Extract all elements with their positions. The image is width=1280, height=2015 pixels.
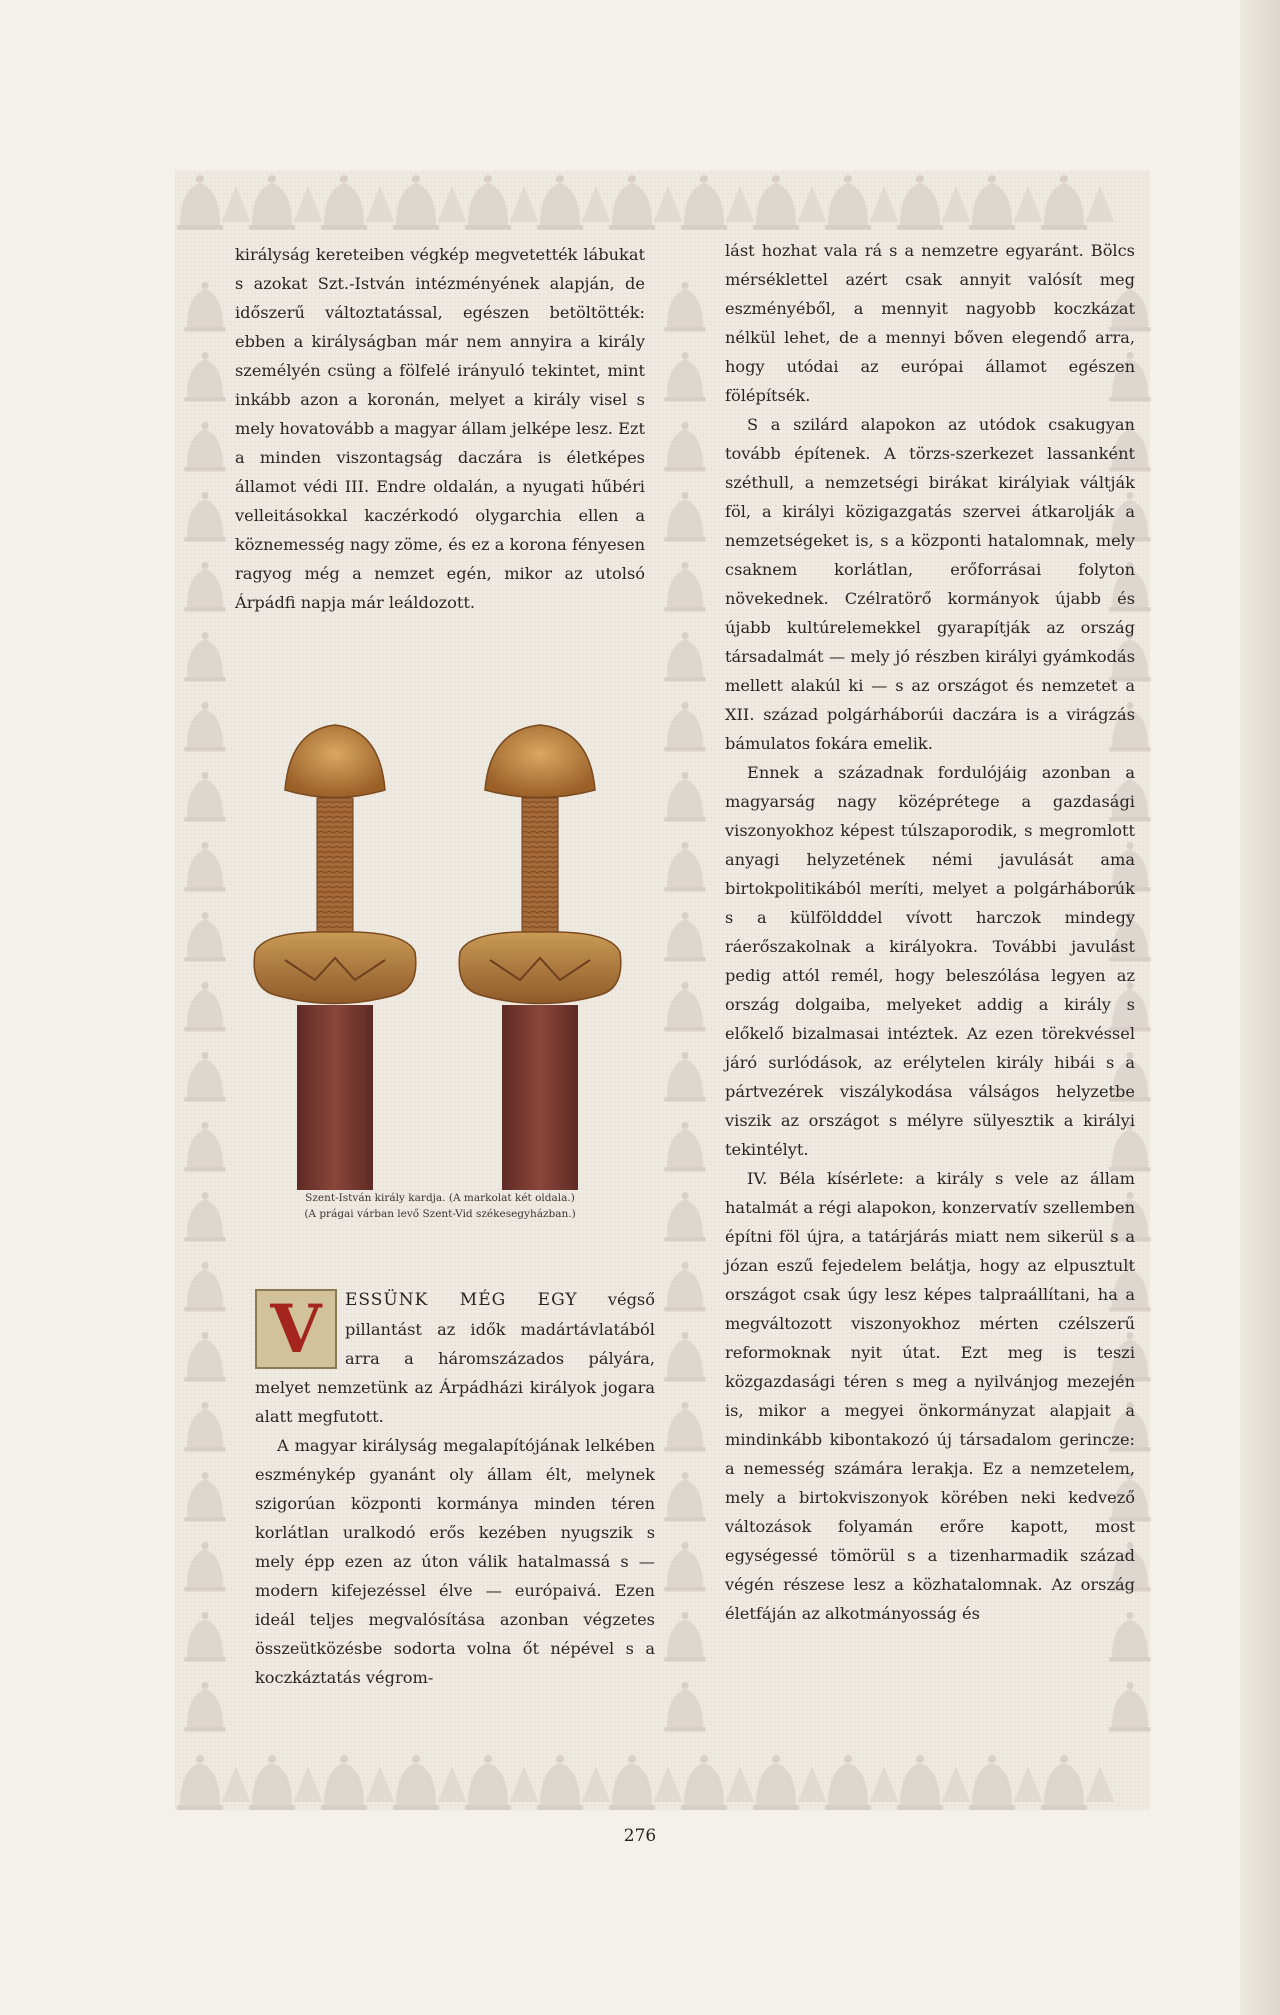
- caption-line-1: Szent-István király kardja. (A markolat két oldala.): [305, 1192, 575, 1204]
- right-paragraph-1: lást hozhat vala rá s a nemzetre egyaránt. Bölcs mérséklettel azért csak annyit valósít meg eszményéből, a mennyit nagyobb koczkázat nélkül lehet, de a mennyi bőven elegendő arra, hogy utódai az európai államot egészen fölépítsék.: [725, 241, 1135, 405]
- left-column: [235, 240, 645, 617]
- lower-paragraph-2: A magyar királyság megalapítójának lelkében eszménykép gyanánt oly állam élt, melynek szigorúan központi kormánya minden téren korlátlan uralkodó erős kezében nyugszik s mely épp ezen az úton válik hatalmassá s — modern kifejezéssel élve — európaivá. Ezen ideál teljes megvalósítása azonban végzetes összeütközésbe sodorta volna őt népével s a koczkáztatás végrom-: [255, 1436, 655, 1687]
- sword-illustration: [245, 720, 645, 1190]
- lower-paragraph-1: [255, 1285, 655, 1431]
- page-number: 276: [623, 1826, 657, 1846]
- figure-caption: [235, 1190, 645, 1222]
- lower-paragraph-1-text: végső pillantást az idők madártávlatából arra a háromszázados pályára, melyet nemzetünk az Árpádházi királyok jogara alatt megfutott.: [255, 1290, 655, 1426]
- right-paragraph-3: Ennek a századnak fordulójáig azonban a magyarság nagy középrétege a gazdasági viszonyokhoz képest túlszaporodik, s megromlott anyagi helyzetének némi javulását ama birtokpolitikából meríti, melyet a polgárháborúk s a külföldddel vívott harczok mindegy ráerőszakolnak a királyokra. További javulást pedig attól remél, hogy beleszólása legyen az ország dolgaiba, melyeket addig a király s előkelő bizalmasai intéztek. Az ezen törekvéssel járó surlódások, az erélytelen király hibái s a pártvezérek viszálykodása válságos helyzetbe viszik az országot s mélyre sülyesztik a királyi tekintélyt.: [725, 763, 1135, 1159]
- caption-line-2: (A prágai várban levő Szent-Vid székesegyházban.): [304, 1208, 576, 1220]
- sword-left-view: [254, 725, 416, 1190]
- left-column-lower: [255, 1285, 655, 1692]
- drop-cap-letter: V: [270, 1290, 322, 1368]
- right-column: [725, 236, 1135, 1628]
- sword-figure: [245, 720, 645, 1220]
- right-paragraph-4: IV. Béla kísérlete: a király s vele az állam hatalmát a régi alapokon, konzervatív szellemben építni föl újra, a tatárjárás miatt nem sikerül s a józan eszű fejedelem belátja, hogy az elpusztult országot csak úgy lesz képes talpraállítani, ha a megváltozott viszonyokhoz mérten czélszerű reformoknak nyit útat. Ezt meg is teszi közgazdasági téren s meg a nyilvánjog mezején is, mikor a megyei önkormányzat alapjait a mindinkább kibontakozó új társadalom gerincze: a nemesség számára lerakja. Ez a nemzetelem, mely a birtokviszonyok körében neki kedvező változások folyamán erőre kapott, most egységessé tömörül s a tizenharmadik század végén részese lesz a közhatalomnak. Az ország életfáján az alkotmányosság és: [725, 1169, 1135, 1623]
- drop-cap: [255, 1289, 337, 1369]
- left-column-paragraph-top: királyság kereteiben végkép megvetették lábukat s azokat Szt.-István intézményének alapján, de időszerű változtatással, egészen betöltötték: ebben a királyságban már nem annyira a király személyén csüng a fölfelé irányuló tekintet, mint inkább azon a koronán, melyet a király visel s mely hovatovább a magyar állam jelképe lesz. Ezt a minden viszontagság daczára is életképes államot védi III. Endre oldalán, a nyugati hűbéri velleitásokkal kaczérkodó olygarchia ellen a köznemesség nagy zöme, és ez a korona fényesen ragyog még a nemzet egén, mikor az utolsó Árpádfi napja már leáldozott.: [235, 245, 645, 612]
- text-area: [235, 240, 1135, 1740]
- right-paragraph-2: S a szilárd alapokon az utódok csakugyan tovább építenek. A törzs-szerkezet lassanként széthull, a nemzetségi birákat királyiak váltják föl, a királyi közigazgatás szervei átkarolják a nemzetségeket is, s a központi hatalomnak, mely csaknem korlátlan, erőforrásai folyton növekednek. Czélratörő kormányok újabb és újabb kultúrelemekkel gyarapítják az ország társadalmát — mely jó részben királyi gyámkodás mellett alakúl ki — s az országot és nemzetet a XII. század polgárháborúi daczára is a virágzás bámulatos fokára emelik.: [725, 415, 1135, 753]
- sword-right-view: [459, 725, 621, 1190]
- lead-caps: ESSÜNK MÉG EGY: [345, 1290, 578, 1310]
